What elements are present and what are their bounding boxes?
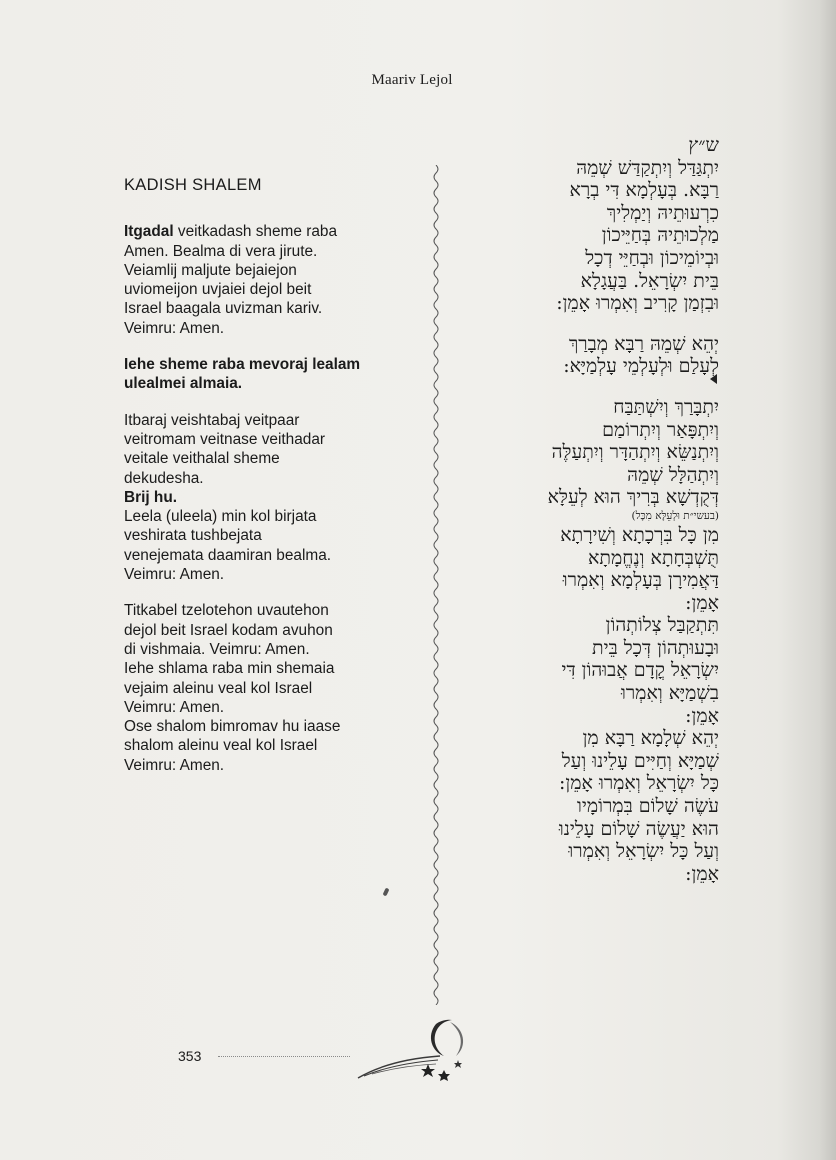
line-text: Veimru: Amen.: [124, 566, 225, 584]
hebrew-line: עֹשֶׂה שָׁלוֹם בִּמְרוֹמָיו: [577, 795, 719, 818]
transliteration-line: [124, 469, 414, 488]
transliteration-line: [124, 640, 414, 659]
transliteration-line: [124, 374, 414, 393]
line-text: Leela (uleela) min kol birjata: [124, 508, 317, 526]
hebrew-line: לְעָלַם וּלְעָלְמֵי עָלְמַיָּא:: [563, 355, 719, 378]
hebrew-line: וְיִתְהַלָּל שְׁמֵהּ: [627, 463, 719, 486]
hebrew-block-1: [419, 157, 719, 315]
transliteration-line: [124, 698, 414, 717]
bold-text: Iehe sheme raba mevoraj lealam: [124, 356, 361, 374]
line-text: shalom aleinu veal kol Israel: [124, 737, 318, 755]
line-text: Veimru: Amen.: [124, 756, 225, 774]
transliteration-line: [124, 222, 414, 241]
bold-text: Brij hu.: [124, 488, 178, 506]
transliteration-line: [124, 526, 414, 545]
dotted-rule: [218, 1056, 350, 1057]
page-number: 353: [178, 1048, 202, 1064]
transliteration-paragraph: [124, 411, 414, 585]
line-text: Iehe shlama raba min shemaia: [124, 660, 335, 678]
line-text: uviomeijon uvjaiei dejol beit: [124, 281, 312, 299]
hebrew-line: אָמֵן:: [685, 704, 719, 727]
transliteration-line: [124, 261, 414, 280]
hebrew-line: מַלְכוּתֵיהּ בְּחַיֵּיכוֹן: [601, 224, 719, 247]
transliteration-line: [124, 280, 414, 299]
hebrew-line: דַּאֲמִירָן בְּעָלְמָא וְאִמְרוּ: [562, 569, 719, 592]
hebrew-line: וּבִזְמַן קָרִיב וְאִמְרוּ אָמֵן:: [556, 292, 719, 315]
hebrew-line: יִשְׂרָאֵל קֳדָם אֲבוּהוֹן דִּי: [561, 659, 719, 682]
hebrew-line: דְּקֻדְשָׁא בְּרִיךְ הוּא לְעֵלָּא: [547, 486, 719, 509]
line-text: Titkabel tzelotehon uvautehon: [124, 602, 329, 620]
hebrew-line: וּבָעוּתְהוֹן דְּכָל בֵּית: [592, 636, 719, 659]
transliteration-line: [124, 601, 414, 620]
hebrew-line: וּבְיוֹמֵיכוֹן וּבְחַיֵּי דְכָל: [585, 246, 719, 269]
transliteration-line: [124, 355, 414, 374]
hebrew-line: כִרְעוּתֵיהּ וְיַמְלִיךְ: [606, 201, 719, 224]
hebrew-line: יְהֵא שְׁמֵהּ רַבָּא מְבָרַךְ: [568, 332, 719, 355]
transliteration-line: [124, 546, 414, 565]
line-text: di vishmaia. Veimru: Amen.: [124, 640, 310, 658]
hebrew-line: בֵּית יִשְׂרָאֵל. בַּעֲגָלָא: [580, 269, 719, 292]
transliteration-line: [124, 449, 414, 468]
transliteration-line: [124, 659, 414, 678]
hebrew-line: שְׁמַיָּא וְחַיִּים עָלֵינוּ וְעַל: [561, 749, 719, 772]
transliteration-text: [124, 222, 414, 775]
transliteration-line: [124, 319, 414, 338]
bold-text: ulealmei almaia.: [124, 375, 243, 393]
hebrew-line: מִן כָּל בִּרְכָתָא וְשִׁירָתָא: [560, 523, 719, 546]
line-text: Amen. Bealma di vera jirute.: [124, 242, 318, 260]
moon-stars-ornament-icon: [352, 1012, 502, 1092]
line-text: dejol beit Israel kodam avuhon: [124, 621, 333, 639]
cantor-tag: ש״ץ: [688, 134, 719, 156]
line-text: veitromam veitnase veithadar: [124, 430, 326, 448]
transliteration-line: [124, 756, 414, 775]
line-text: Veiamlij maljute bejaiejon: [124, 261, 297, 279]
transliteration-paragraph: [124, 355, 414, 394]
hebrew-line: יִתְגַּדַּל וְיִתְקַדַּשׁ שְׁמֵהּ: [576, 156, 719, 179]
running-header: [0, 72, 836, 89]
transliteration-line: [124, 242, 414, 261]
hebrew-line: תֻּשְׁבְּחָתָא וְנֶחֱמָתָא: [587, 546, 719, 569]
hebrew-line: וְיִתְנַשֵּׂא וְיִתְהַדָּר וְיִתְעַלֶּה: [551, 441, 719, 464]
transliteration-line: [124, 717, 414, 736]
transliteration-line: [124, 411, 414, 430]
header-title: Maariv Lejol: [371, 72, 453, 88]
transliteration-line: [124, 430, 414, 449]
line-text: Ose shalom bimromav hu iaase: [124, 718, 341, 736]
hebrew-small-note: (בעשי״ת וּלְעֵלָּא מִכָּל): [631, 509, 719, 522]
line-text: dekudesha.: [124, 469, 204, 487]
line-text: veitale veithalal sheme: [124, 450, 280, 468]
hebrew-block-4: [419, 524, 719, 886]
hebrew-line: רַבָּא. בְּעָלְמָא דִּי בְרָא: [569, 179, 719, 202]
transliteration-paragraph: [124, 601, 414, 775]
section-title: KADISH SHALEM: [124, 176, 262, 194]
bold-text: Itgadal: [124, 223, 174, 241]
transliteration-line: [124, 679, 414, 698]
line-text: Itbaraj veishtabaj veitpaar: [124, 411, 300, 429]
line-text: venejemata daamiran bealma.: [124, 546, 332, 564]
hebrew-line: בִשְׁמַיָּא וְאִמְרוּ: [620, 682, 719, 705]
transliteration-paragraph: [124, 222, 414, 338]
line-text: vejaim aleinu veal kol Israel: [124, 679, 313, 697]
line-text: Veimru: Amen.: [124, 698, 225, 716]
hebrew-line: וְיִתְפָּאַר וְיִתְרוֹמַם: [602, 418, 719, 441]
hebrew-line: יְהֵא שְׁלָמָא רַבָּא מִן: [582, 727, 719, 750]
hebrew-block-2: [419, 333, 719, 378]
hebrew-block-3: [419, 396, 719, 509]
transliteration-line: [124, 488, 414, 507]
transliteration-line: [124, 507, 414, 526]
transliteration-line: [124, 299, 414, 318]
hebrew-line: אָמֵן:: [685, 862, 719, 885]
transliteration-column: [124, 176, 414, 792]
hebrew-line: כָּל יִשְׂרָאֵל וְאִמְרוּ אָמֵן:: [559, 772, 719, 795]
transliteration-line: [124, 565, 414, 584]
hebrew-column: [419, 134, 719, 885]
line-text: Israel baagala uvizman kariv.: [124, 300, 323, 318]
hebrew-line: יִתְבָּרַךְ וְיִשְׁתַּבַּח: [613, 395, 719, 418]
ink-mark: [382, 888, 389, 897]
hebrew-line: תִּתְקַבַּל צְלוֹתְהוֹן: [605, 614, 719, 637]
transliteration-line: [124, 736, 414, 755]
hebrew-line: אָמֵן:: [685, 591, 719, 614]
line-text: veitkadash sheme raba: [173, 223, 338, 241]
transliteration-line: [124, 621, 414, 640]
line-text: Veimru: Amen.: [124, 319, 225, 337]
hebrew-line: הוּא יַעֲשֶׂה שָׁלוֹם עָלֵינוּ: [558, 817, 719, 840]
hebrew-line: וְעַל כָּל יִשְׂרָאֵל וְאִמְרוּ: [568, 840, 719, 863]
line-text: veshirata tushbejata: [124, 527, 262, 545]
